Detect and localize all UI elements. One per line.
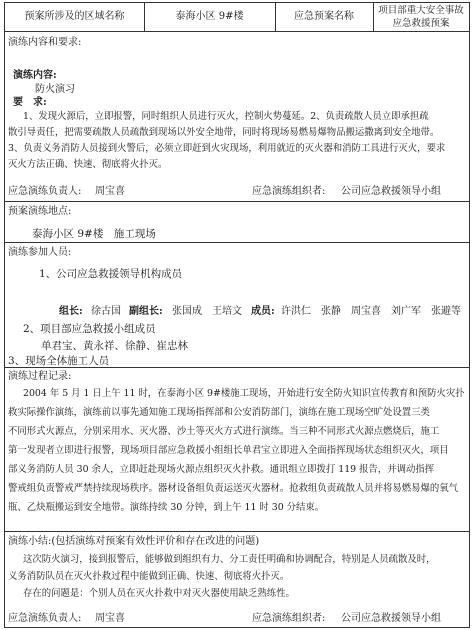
- participants-item-2-value: 单君宝、黄永祥、徐静、崔忠林: [41, 340, 188, 352]
- participants-item-2: 2、项目部应急救援小组成员: [23, 323, 156, 335]
- deputy-leader-label: 副组长:: [129, 306, 163, 317]
- process-line: 救实际操作演练，演练前以事先通知施工现场指挥部和公安消防部门，演练在施工现场空旷处设置三类: [8, 407, 430, 418]
- plan-value-line1: 项目部重大安全事故: [378, 5, 464, 16]
- plan-value-line2: 应急救援预案: [392, 18, 450, 29]
- content-section-title: 演练内容和要求:: [8, 37, 82, 48]
- participants-item-1: 1、公司应急救援领导机构成员: [39, 268, 183, 280]
- area-label: 预案所涉及的区域名称: [24, 11, 125, 22]
- area-value: 泰海小区 9#楼: [175, 11, 244, 22]
- summary-organizer-value: 公司应急救援领导小组: [341, 613, 441, 624]
- summary-organizer-label: 应急演练组织者:: [252, 613, 326, 624]
- content-organizer-value: 公司应急救援领导小组: [341, 186, 441, 197]
- group-leader-label: 组长:: [59, 306, 83, 317]
- process-line: 瓶、乙炔瓶搬运到安全地带。演练持续 30 分钟，到上午 11 时 30 分结束。: [8, 502, 325, 513]
- summary-line: 义务消防队员在灭火扑救过程中能做到正确、快速、彻底将火扑灭。: [8, 571, 290, 582]
- process-line: 部义务消防人员 30 余人，立即赶赴现场火源点组织灭火扑救。通讯组立即拨打 119 报告，并调动指挥: [8, 464, 435, 475]
- process-line: 警戒组负责警戒严禁持续现场秩序。器材设备组负责运送灭火器材。抢救组负责疏散人员并将易燃易爆的氧气: [8, 483, 459, 494]
- row-divider: [5, 531, 469, 532]
- content-leader-value: 周宝喜: [95, 186, 125, 197]
- requirements-line: 散引导责任，把需要疏散人员疏散到现场以外安全地带，同时将现场易燃易爆物品搬运撒离到安全地带。: [8, 127, 440, 138]
- summary-leader-value: 周宝喜: [95, 613, 125, 624]
- content-leader-label: 应急演练负责人:: [8, 186, 82, 197]
- summary-leader-label: 应急演练负责人:: [8, 613, 82, 624]
- requirements-line: 1、发现火源后，立即报警，同时组织人员进行灭火，控制火势蔓延。2、负责疏散人员立即承担疏: [23, 111, 429, 122]
- summary-title: 演练小结:(包括演练对预案有效性评价和存在改进的问题): [8, 536, 260, 547]
- requirements-line: 灭火方法正确、快速、彻底将火扑灭。: [8, 159, 168, 170]
- row-divider: [5, 31, 469, 32]
- group-leader-value: 徐古国: [91, 306, 121, 317]
- row-divider: [5, 242, 469, 243]
- process-line: 第一发现者立即进行报警，现场项目部应急救援小组组长单君宝立即进入全面指挥现场状态组织灭火，项目: [8, 445, 449, 456]
- process-line: 2004 年 5 月 1 日上午 11 时，在泰海小区 9#楼施工现场，开始进行安全防火知识宣传教育和预防火灾扑: [23, 388, 465, 399]
- process-line: 不同形式火源点，分别采用水、灭火器、沙土等灭火方式进行演练。当三种不同形式火源点燃烧后，施工: [8, 426, 440, 437]
- drill-content-value: 防火演习: [35, 84, 75, 95]
- row-divider: [5, 367, 469, 368]
- location-value: 泰海小区 9#楼 施工现场: [32, 228, 156, 240]
- drill-content-label: 演练内容:: [13, 70, 57, 81]
- participants-title: 演练参加人员:: [8, 247, 72, 258]
- process-title: 演练过程记录:: [8, 371, 72, 382]
- participants-item-3: 3、现场全体施工人员: [8, 355, 110, 367]
- requirements-label: 要 求:: [13, 97, 47, 108]
- row-divider: [5, 201, 469, 202]
- members-label: 成员:: [251, 306, 275, 317]
- content-organizer-label: 应急演练组织者:: [252, 186, 326, 197]
- members-value: 许洪仁 张静 周宝喜 刘广军 张避等: [281, 306, 461, 317]
- deputy-leader-value: 张国成 王培文: [172, 306, 242, 317]
- summary-line: 这次防火演习，接到报警后，能够做到组织有力、分工责任明确和协调配合，特别是人员疏散及时，: [23, 554, 436, 565]
- summary-line: 存在的问题是：个别人员在灭火扑救中对灭火器使用缺乏熟练性。: [23, 588, 295, 599]
- location-title: 预案演练地点:: [8, 206, 72, 217]
- plan-label: 应急预案名称: [294, 11, 354, 22]
- drill-record-table: [4, 2, 470, 628]
- requirements-line: 3、负责义务消防人员接到火警后，必须立即赶到火灾现场，利用就近的灭火器和消防工具进行灭火，要求: [8, 143, 446, 154]
